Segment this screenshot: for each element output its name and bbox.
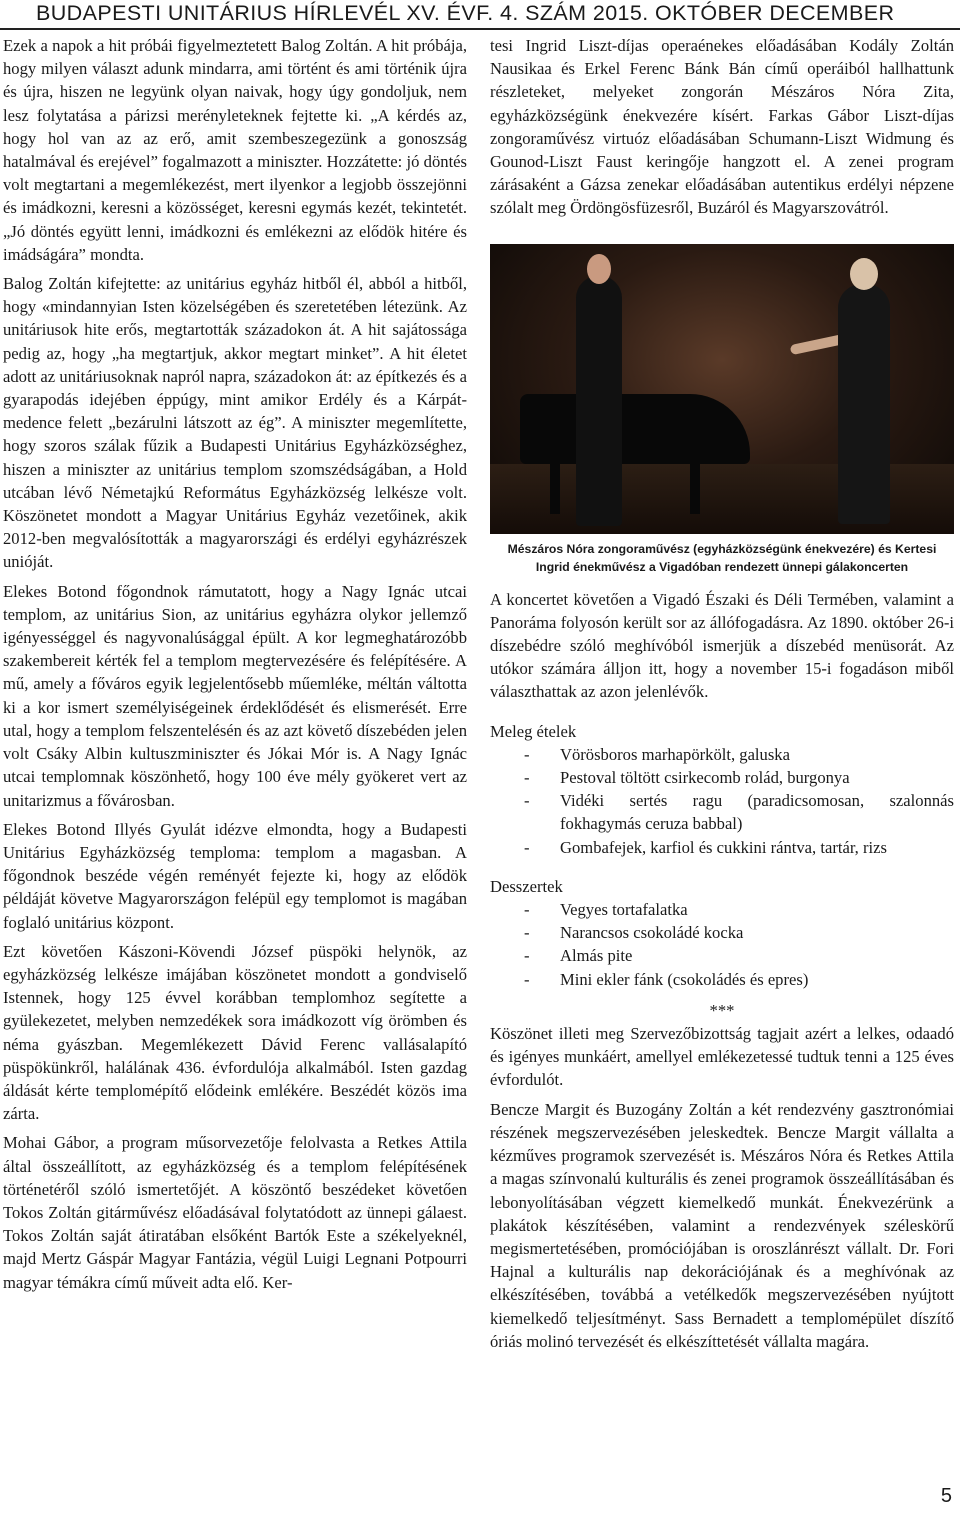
page-header: [0, 0, 960, 30]
menu-dessert-title: Desszertek: [490, 876, 563, 896]
list-item: - Gombafejek, karfiol és cukkini rántva, tartár, rizs: [490, 836, 954, 859]
newsletter-title: BUDAPESTI UNITÁRIUS HÍRLEVÉL XV. ÉVF. 4. SZÁM 2015. OKTÓBER DECEMBER: [36, 1, 895, 25]
menu-warm-title: Meleg ételek: [490, 721, 577, 741]
paragraph: tesi Ingrid Liszt-díjas operaénekes előadásában Kodály Zoltán Nausikaa és Erkel Ferenc Bánk Bán című operáiból hallhattunk részleteket, melyeket zongorán Mészáros Nóra Zita, egyházközségünk énekvezére kísért. Farkas Gábor Liszt-díjas zongoraművész virtuóz előadásában Schumann-Liszt Widmung és Gounod-Liszt Faust keringője hangzott el. A zenei program zárásaként a Gázsa zenekar előadásában autentikus erdélyi népzene szólalt meg Ördöngösfüzesről, Buzáról és Magyarszovátról.: [490, 36, 954, 218]
list-item: - Vegyes tortafalatka: [490, 898, 954, 921]
paragraph: Ezt követően Kászoni-Kövendi József püspöki helynök, az egyházközség lelkésze imájában köszönetet mondott a gondviselő Istennek, hogy 125 évvel korábban templomhoz segítette a gyülekezetet, melyben nemzedékek sora imádkozott víg örömben és néma gyászban. Megemlékezett Dávid Ferenc vallásalapító püspökünkről, halálának 436. évfordulója alkalmából. Isten gazdag áldását kérte templomépítő elődeink emlékére. Beszédét közös ima zárta.: [3, 941, 467, 1124]
piano-leg: [690, 454, 700, 514]
right-column: [490, 34, 954, 1359]
paragraph: Elekes Botond főgondnok rámutatott, hogy a Nagy Ignác utcai templom, az unitárius Sion, az unitárius egyházra olykor jellemző igényességgel és nagyvonalúsággal épült. A kor legmeghatározóbb szakembereit kérték fel a templom megtervezésére és felépítésére. A mű, amely a főváros egyik legjelentősebb műemléke, méltán váltotta ki a kor ismert személyiségeinek érdeklődését és elismerését. Erre utal, hogy a templom felszentelésén és az azt követő díszebéden jelen volt Csáky Albin kultuszminiszter és Jókai Mór is. A Nagy Ignác utcai templomnak köszönhető, hogy 100 éve mély gyökeret vert az unitarizmus a fővárosban.: [3, 581, 467, 810]
list-item: - Narancsos csokoládé kocka: [490, 921, 954, 944]
singer-head: [850, 258, 878, 290]
singer-figure: [838, 284, 890, 524]
left-column: [3, 34, 467, 1300]
paragraph: Mohai Gábor, a program műsorvezetője felolvasta a Retkes Attila által összeállított, az egyházközség és a templom felépítésének történetéről szóló ismertetőjét. A köszöntő beszédeket követően Tokos Zoltán gitárművész előadásával folytatódott az ünnepi gálaest. Tokos Zoltán saját átiratában elsőként Bartók Este a székelyeknél, majd Mertz Gáspár Magyar Fantázia, végül Luigi Legnani Potpourri magyar témákra című műveit adta elő. Ker-: [3, 1133, 467, 1292]
list-item: - Vidéki sertés ragu (paradicsomosan, szalonnás fokhagymás ceruza babbal): [524, 791, 954, 834]
list-dash: -: [524, 969, 530, 989]
section-separator: ***: [709, 1000, 735, 1020]
list-item: - Mini ekler fánk (csokoládés és epres): [490, 968, 954, 991]
page-number: 5: [940, 1485, 952, 1507]
piano-leg: [550, 454, 560, 514]
list-dash: -: [524, 744, 530, 764]
menu-dessert-list: [490, 898, 954, 991]
list-dash: -: [524, 923, 530, 943]
paragraph: Bencze Margit és Buzogány Zoltán a két rendezvény gasztronómiai részének megszervezésében jeleskedtek. Bencze Margit vállalta a kézműves programok szervezését is. Mészáros Nóra és Retkes Attila a magas színvonalú kulturális és zenei programok összeállításában és lebonyolításában végzett kiemelkedő munkát. Énekvezérünk a plakátok készítésében, valamint a rendezvények széleskörű megismertetésében, promóciójában is oroszlánrészt vállalt. Dr. Fori Hajnal a kulturális nap dekorációjának és a meghívónak az elkészítésében, továbbá a vetélkedők megszervezésében nyújtott kiemelkedő teljesítményt. Sass Bernadett a templomépület díszítő óriás molinó tervezését és elkészíttetését vállalta magára.: [490, 1099, 954, 1351]
paragraph: Elekes Botond Illyés Gyulát idézve elmondta, hogy a Budapesti Unitárius Egyházközség temploma: templom a magasban. A főgondnok beszéde végén reményét fejezte ki, hogy az elődök példáját követve Magyarországon felépül egy templomot is magában foglaló unitárius központ.: [3, 819, 467, 932]
list-dash: -: [524, 837, 530, 857]
photo-caption: Mészáros Nóra zongoraművész (egyházközségünk énekvezére) és Kertesi Ingrid énekművész a Vigadóban rendezett ünnepi gálakoncerten: [507, 541, 937, 574]
list-dash: -: [524, 900, 530, 920]
list-item: - Almás pite: [490, 944, 954, 967]
paragraph: Ezek a napok a hit próbái figyelmeztetett Balog Zoltán. A hit próbája, hogy milyen választ adunk mindarra, ami történt és ami történik újra és újra, hiszen ne legyünk olyan naivak, hogy úgy gondoljuk, nem lesz folytatása a párizsi merényleteknek fejtette ki. „A kérdés az, hogy hol van az az erő, amit szembeszegezünk a gonoszság hatalmával és erejével” fogalmazott a miniszter. Hozzátette: jó döntés volt megtartani a megemlékezést, mert ilyenkor a legjobb összejönni és imádkozni, keresni a közösséget, keresni egymás kezét, tekintetét. „Jó döntés együtt lenni, imádkozni és emlékezni az elődök hitére és imádságára” mondta.: [3, 36, 467, 264]
concert-photo: [490, 244, 954, 534]
list-item: - Pestoval töltött csirkecomb rolád, burgonya: [490, 766, 954, 789]
paragraph: Balog Zoltán kifejtette: az unitárius egyház hitből él, abból a hitből, hogy «mindannyian Isten közelségében és szeretetében létezünk. Az unitáriusok hite erős, megtartották századokon át. A hit sajátossága pedig az, hogy „ha megtartjuk, akkor megtart minket”. A hit életet adott az unitáriusoknak napról napra, századokon át: az építkezés és a gyarapodás idejében éppúgy, mint amikor Erdély és a Kárpát-medence felett „bezárulni látszott az ég”. A miniszter megemlítette, hogy szoros szálak fűzik a Budapesti Unitárius Egyházközséghez, hiszen a miniszter az unitárius templom szomszédságában, a Hold utcában lévő Németajkú Református Egyházközség lelkésze volt. Köszönetet mondott a Magyar Unitárius Egyház vezetőinek, akik 2012-ben megvalósították a magyarországi és erdélyi egyházrészek unióját.: [3, 274, 467, 572]
paragraph: A koncertet követően a Vigadó Északi és Déli Termében, valamint a Panoráma folyosón került sor az állófogadásra. Az 1890. október 26-i díszebédre szóló meghívóból ismerjük a díszebéd menüsorát. Az utókor számára álljon itt, hogy a november 15-i fogadáson miből választhattak az azon jelenlévők.: [490, 589, 954, 702]
list-dash: -: [524, 768, 530, 788]
list-dash: -: [524, 946, 530, 966]
list-dash: -: [524, 791, 530, 811]
menu-warm-list: [490, 743, 954, 859]
pianist-figure: [576, 276, 622, 526]
list-item: - Vörösboros marhapörkölt, galuska: [490, 743, 954, 766]
paragraph: Köszönet illeti meg Szervezőbizottság tagjait azért a lelkes, odaadó és igényes munkáért, amellyel emlékezetessé tudtuk tenni a 125 éves évfordulót.: [490, 1024, 954, 1090]
pianist-head: [587, 254, 611, 284]
